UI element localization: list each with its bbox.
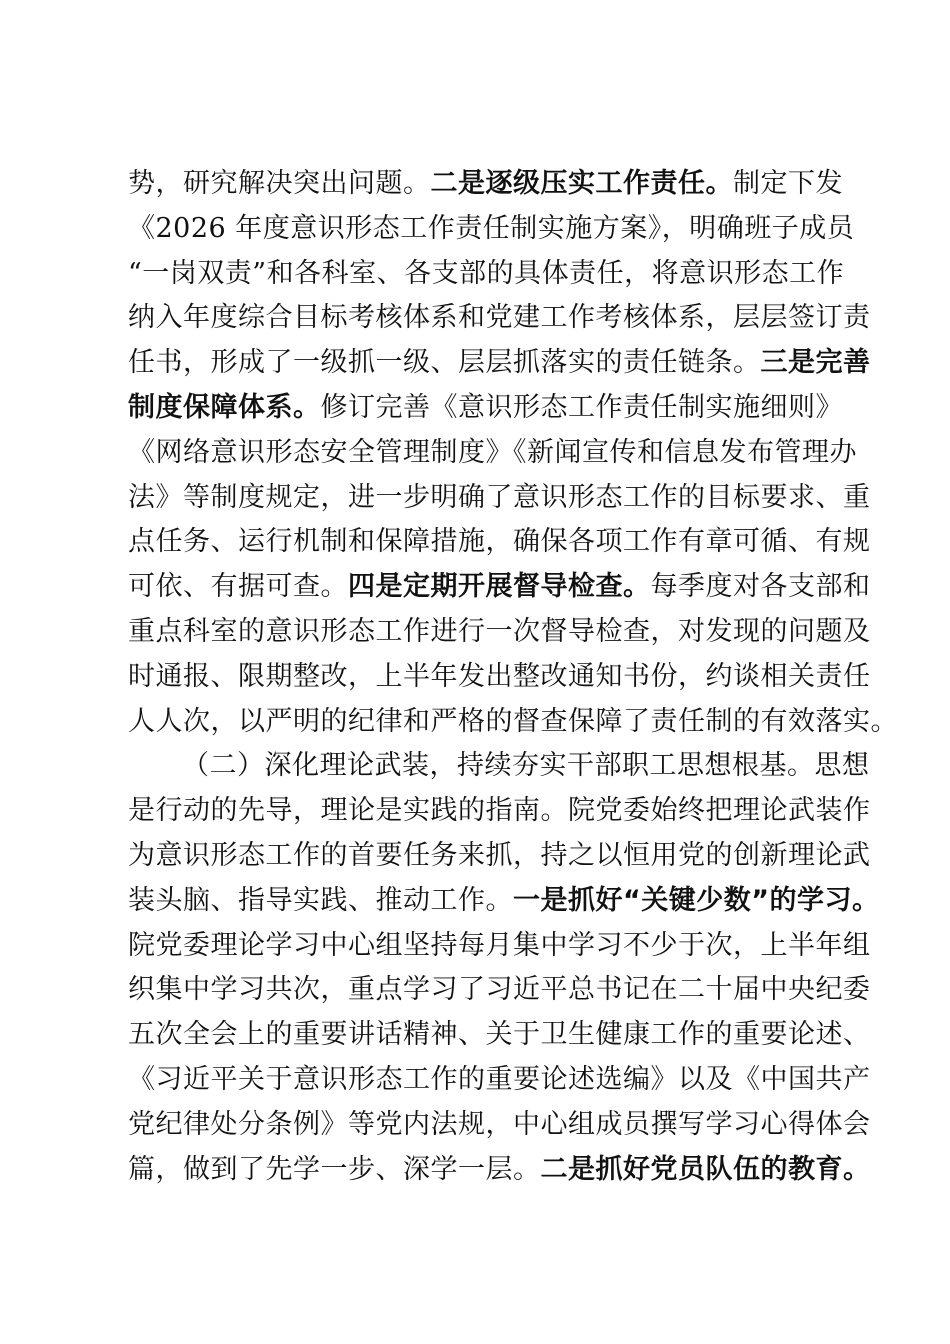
body-text: 点任务、运行机制和保障措施，确保各项工作有章可循、有规 — [128, 526, 871, 558]
text-line — [128, 929, 871, 963]
text-line — [128, 1153, 871, 1187]
body-text: 装头脑、指导实践、推动工作。 — [128, 884, 513, 916]
body-text: 是行动的先导，理论是实践的指南。院党委始终把理论武装作 — [128, 795, 871, 827]
body-text: （二）深化理论武装，持续夯实干部职工思想根基。思想 — [182, 750, 870, 782]
body-text: 修订完善《意识形态工作责任制实施细则》 — [320, 392, 843, 423]
body-text: 任书，形成了一级抓一级、层层抓落实的责任链条。 — [128, 347, 761, 379]
body-text: 为意识形态工作的首要任务来抓，持之以恒用党的创新理论武 — [128, 840, 871, 871]
body-text: 时通报、限期整改，上半年发出整改通知书份，约谈相关责任 — [128, 660, 871, 692]
body-text: 院党委理论学习中心组坚持每月集中学习不少于次，上半年组 — [128, 929, 871, 961]
text-line — [128, 570, 871, 604]
text-line — [128, 1018, 871, 1052]
text-line — [128, 615, 871, 649]
text-line — [128, 167, 843, 201]
body-text: 《习近平关于意识形态工作的重要论述选编》以及《中国共产 — [128, 1064, 871, 1095]
text-line — [128, 301, 871, 335]
body-text: 法》等制度规定，进一步明确了意识形态工作的目标要求、重 — [128, 481, 871, 513]
body-text: 织集中学习共次，重点学习了习近平总书记在二十届中央纪委 — [128, 974, 871, 1006]
text-line — [128, 884, 880, 918]
text-line — [128, 1108, 871, 1142]
text-line — [128, 257, 845, 291]
text-line — [182, 749, 870, 783]
body-text: 重点科室的意识形态工作进行一次督导检查，对发现的问题及 — [128, 616, 871, 647]
body-text: 篇，做到了先学一步、深学一层。 — [128, 1153, 541, 1185]
text-line — [128, 481, 871, 515]
body-text: 每季度对各支部和 — [650, 571, 871, 603]
bold-heading-text: 二是抓好党员队伍的教育。 — [540, 1153, 871, 1185]
body-text: 制定下发 — [733, 168, 843, 199]
body-text: “一岗双责”和各科室、各支部的具体责任，将意识形态工作 — [128, 257, 845, 289]
text-line — [128, 705, 898, 739]
body-text: 势，研究解决突出问题。 — [128, 168, 431, 199]
bold-heading-text: 制度保障体系。 — [128, 392, 321, 423]
body-text: 五次全会上的重要讲话精神、关于卫生健康工作的重要论述、 — [128, 1019, 871, 1051]
body-text: 人人次，以严明的纪律和严格的督查保障了责任制的有效落实。 — [128, 705, 898, 737]
body-text: 《网络意识形态安全管理制度》《新闻宣传和信息发布管理办 — [128, 436, 857, 468]
text-line — [128, 212, 855, 246]
text-line — [128, 973, 871, 1007]
body-text: 《2026 年度意识形态工作责任制实施方案》，明确班子成员 — [128, 212, 855, 244]
body-text: 可依、有据可查。 — [128, 571, 348, 603]
text-line — [128, 839, 871, 873]
text-line — [128, 436, 857, 470]
bold-heading-text: 二是逐级压实工作责任。 — [430, 168, 733, 199]
text-line — [128, 391, 843, 425]
text-line — [128, 794, 871, 828]
text-line — [128, 660, 871, 694]
bold-heading-text: 四是定期开展督导检查。 — [348, 571, 651, 603]
bold-heading-text: 一是抓好“关键少数”的学习。 — [513, 884, 880, 916]
text-line — [128, 1063, 871, 1097]
text-line — [128, 346, 871, 380]
body-text: 纳入年度综合目标考核体系和党建工作考核体系，层层签订责 — [128, 302, 871, 334]
body-text: 党纪律处分条例》等党内法规，中心组成员撰写学习心得体会 — [128, 1108, 871, 1140]
text-line — [128, 525, 871, 559]
bold-heading-text: 三是完善 — [760, 347, 871, 379]
